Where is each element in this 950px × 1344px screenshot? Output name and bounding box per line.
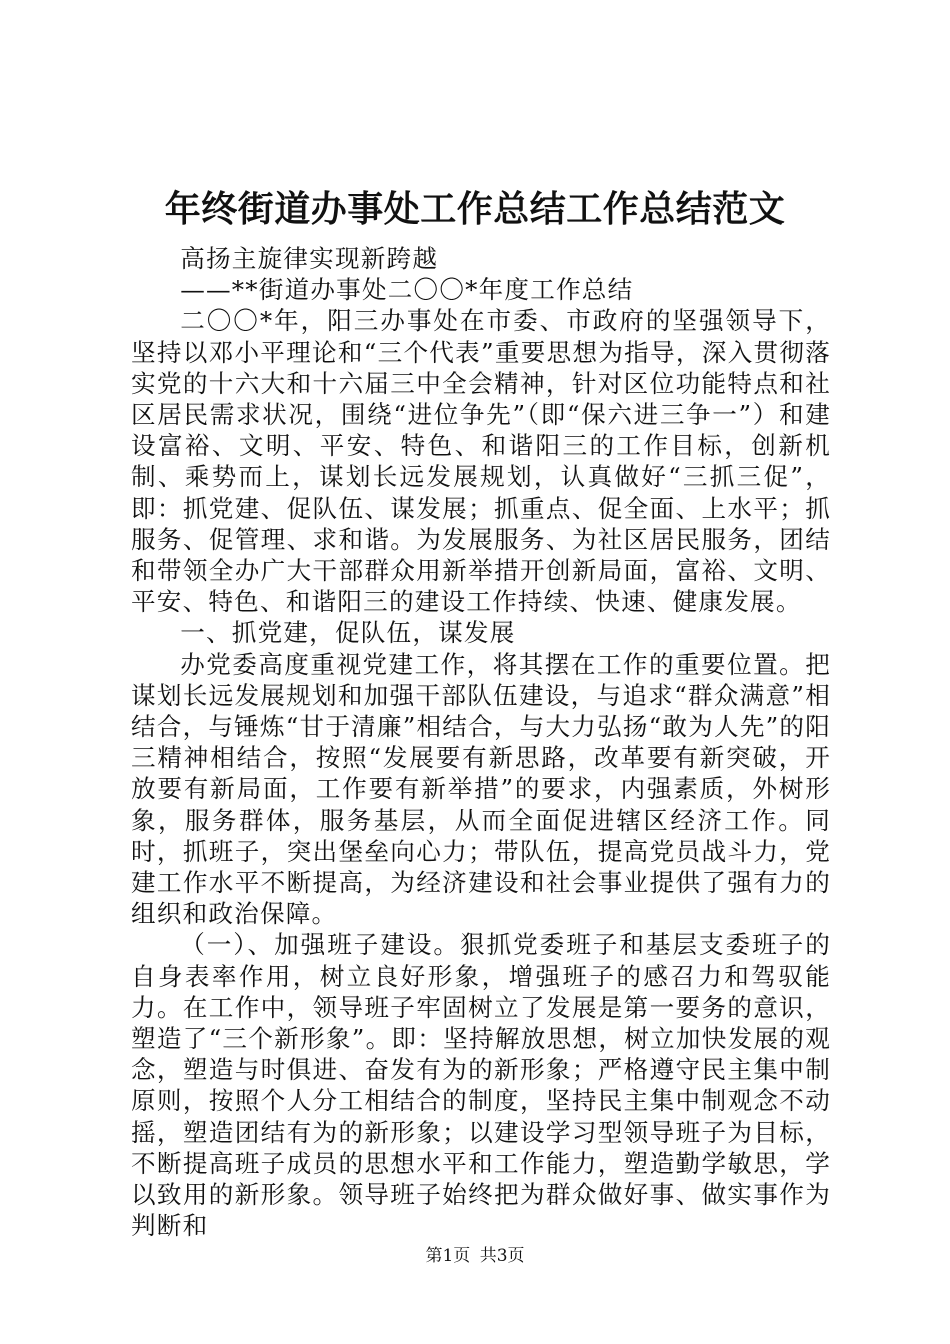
page-number: 第1页: [425, 1246, 471, 1266]
paragraph-intro: 二〇〇*年，阳三办事处在市委、市政府的坚强领导下，坚持以邓小平理论和“三个代表”重要思想为指导，深入贯彻落实党的十六大和十六届三中全会精神，针对区位功能特点和社区居民需求状况，围绕“进位争先”（即“保六进三争一”）和建设富裕、文明、平安、特色、和谐阳三的工作目标，创新机制、乘势而上，谋划长远发展规划，认真做好“三抓三促”，即：抓党建、促队伍、谋发展；抓重点、促全面、上水平；抓服务、促管理、求和谐。为发展服务、为社区居民服务，团结和带领全办广大干部群众用新举措开创新局面，富裕、文明、平安、特色、和谐阳三的建设工作持续、快速、健康发展。: [131, 306, 831, 617]
paragraph-party-building: 办党委高度重视党建工作，将其摆在工作的重要位置。把谋划长远发展规划和加强干部队伍建设，与追求“群众满意”相结合，与锤炼“甘于清廉”相结合，与大力弘扬“敢为人先”的阳三精神相结合，按照“发展要有新思路，改革要有新突破，开放要有新局面，工作要有新举措”的要求，内强素质，外树形象，服务群体，服务基层，从而全面促进辖区经济工作。同时，抓班子，突出堡垒向心力；带队伍，提高党员战斗力，党建工作水平不断提高，为经济建设和社会事业提供了强有力的组织和政治保障。: [131, 649, 831, 929]
document-body: [131, 243, 831, 1242]
page-total: 共3页: [479, 1246, 525, 1266]
subtitle-dash-line: ——**街道办事处二〇〇*年度工作总结: [180, 275, 634, 305]
subtitle: 高扬主旋律实现新跨越: [180, 244, 439, 273]
section-heading: 一、抓党建，促队伍，谋发展: [180, 618, 516, 648]
paragraph-team-building: （一）、加强班子建设。狠抓党委班子和基层支委班子的自身表率作用，树立良好形象，增强班子的感召力和驾驭能力。在工作中，领导班子牢固树立了发展是第一要务的意识，塑造了“三个新形象”。即：坚持解放思想，树立加快发展的观念，塑造与时俱进、奋发有为的新形象；严格遵守民主集中制原则，按照个人分工相结合的制度，坚持民主集中制观念不动摇，塑造团结有为的新形象；以建设学习型领导班子为目标，不断提高班子成员的思想水平和工作能力，塑造勤学敏思，学以致用的新形象。领导班子始终把为群众做好事、做实事作为判断和: [131, 930, 831, 1241]
page-footer: [0, 1245, 950, 1267]
document-title: 年终街道办事处工作总结工作总结范文: [164, 188, 786, 230]
